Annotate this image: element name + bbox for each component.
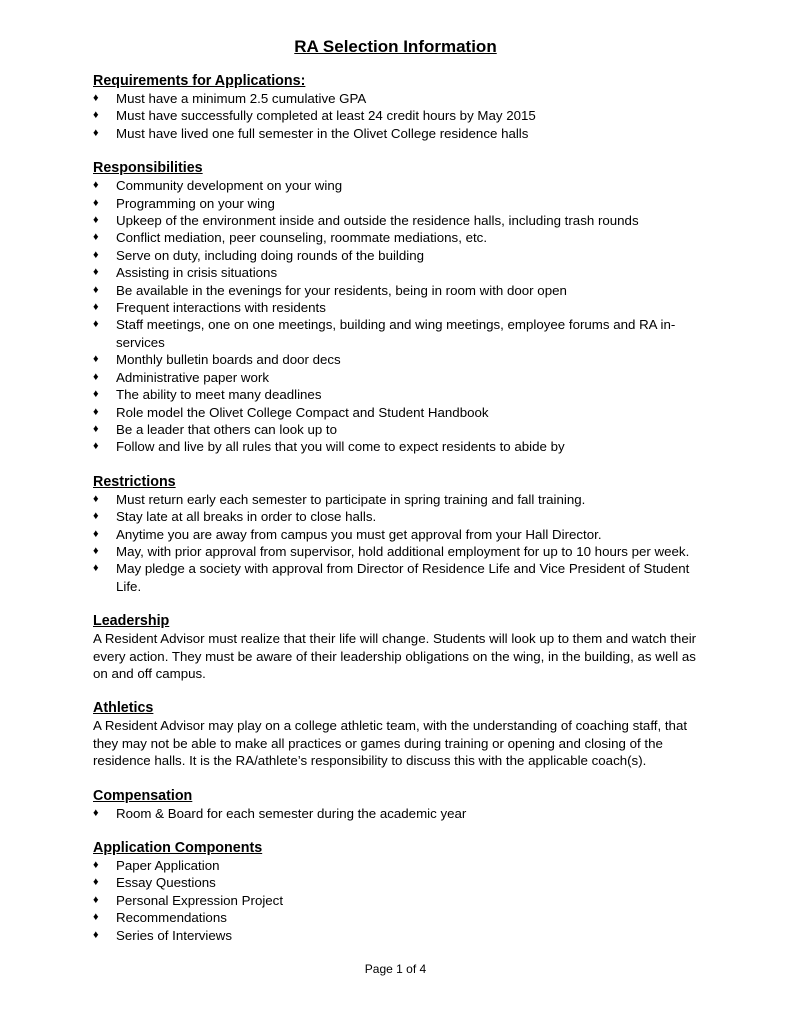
diamond-bullet-icon: ♦	[93, 126, 99, 139]
diamond-bullet-icon: ♦	[93, 109, 99, 122]
list-item	[93, 107, 713, 124]
list-item	[93, 857, 713, 874]
section-heading: Requirements for Applications:	[93, 73, 306, 89]
list-item-text: Stay late at all breaks in order to close halls.	[116, 509, 377, 525]
section-heading: Athletics	[93, 700, 154, 717]
bullet-list	[93, 90, 713, 142]
section	[93, 473, 713, 595]
bullet-list	[93, 805, 713, 822]
diamond-bullet-icon: ♦	[93, 179, 99, 192]
list-item-text: Series of Interviews	[116, 927, 233, 943]
diamond-bullet-icon: ♦	[93, 405, 99, 418]
list-item	[93, 560, 713, 595]
diamond-bullet-icon: ♦	[93, 248, 99, 261]
diamond-bullet-icon: ♦	[93, 911, 99, 924]
list-item-text: Personal Expression Project	[116, 892, 284, 908]
diamond-bullet-icon: ♦	[93, 318, 99, 331]
list-item	[93, 909, 713, 926]
diamond-bullet-icon: ♦	[93, 928, 99, 941]
list-item-text: Essay Questions	[116, 875, 216, 891]
list-item-text: Paper Application	[116, 858, 220, 873]
list-item-text: Upkeep of the environment inside and outside the residence halls, including trash rounds	[116, 213, 639, 229]
section-paragraph: A Resident Advisor may play on a college athletic team, with the understanding of coaching staff, that they may not be able to make all practices or games during training or opening and closing of the residence halls. It is the RA/athlete’s responsibility to discuss this with the applicable coach(s).	[93, 718, 688, 769]
list-item	[93, 543, 713, 560]
diamond-bullet-icon: ♦	[93, 196, 99, 209]
section-heading: Restrictions	[93, 473, 176, 490]
list-item	[93, 386, 713, 403]
list-item-text: Programming on your wing	[116, 195, 275, 211]
section-heading: Application Components	[93, 840, 263, 856]
list-item	[93, 212, 713, 229]
diamond-bullet-icon: ♦	[93, 859, 99, 871]
list-item	[93, 438, 713, 455]
diamond-bullet-icon: ♦	[93, 422, 99, 435]
list-item	[93, 927, 713, 944]
list-item-text: Community development on your wing	[116, 178, 343, 194]
list-item	[93, 299, 713, 316]
section	[93, 787, 713, 822]
section	[93, 612, 713, 682]
diamond-bullet-icon: ♦	[93, 266, 99, 279]
section-paragraph: A Resident Advisor must realize that their life will change. Students will look up to them and watch their every action. They must be aware of their leadership obligations on the wing, in the building, as well as on and off campus.	[93, 631, 697, 681]
diamond-bullet-icon: ♦	[93, 492, 99, 505]
document-body	[93, 72, 713, 961]
diamond-bullet-icon: ♦	[93, 893, 99, 906]
diamond-bullet-icon: ♦	[93, 214, 99, 227]
page-title: RA Selection Information	[294, 37, 497, 56]
list-item-text: Must return early each semester to participate in spring training and fall training.	[116, 491, 586, 507]
list-item-text: Be a leader that others can look up to	[116, 421, 338, 437]
diamond-bullet-icon: ♦	[93, 806, 99, 819]
list-item-text: Role model the Olivet College Compact and Student Handbook	[116, 404, 489, 420]
list-item-text: Administrative paper work	[116, 369, 269, 385]
list-item	[93, 508, 713, 525]
list-item	[93, 264, 713, 281]
list-item	[93, 892, 713, 909]
diamond-bullet-icon: ♦	[93, 510, 99, 523]
list-item-text: Must have successfully completed at least 24 credit hours by May 2015	[116, 108, 536, 124]
section	[93, 839, 713, 944]
list-item	[93, 805, 713, 822]
diamond-bullet-icon: ♦	[93, 527, 99, 540]
section	[93, 699, 713, 769]
diamond-bullet-icon: ♦	[93, 388, 99, 401]
list-item	[93, 247, 713, 264]
list-item-text: Frequent interactions with residents	[116, 300, 326, 316]
list-item	[93, 351, 713, 368]
list-item-text: Assisting in crisis situations	[116, 265, 278, 281]
section-heading: Compensation	[93, 787, 193, 804]
section	[93, 159, 713, 456]
list-item-text: Anytime you are away from campus you must get approval from your Hall Director.	[116, 526, 602, 542]
diamond-bullet-icon: ♦	[93, 353, 99, 366]
list-item	[93, 125, 713, 142]
list-item-text: Monthly bulletin boards and door decs	[116, 352, 341, 368]
list-item	[93, 229, 713, 246]
list-item-text: Staff meetings, one on one meetings, building and wing meetings, employee forums and RA in-services	[116, 317, 676, 350]
list-item	[93, 491, 713, 508]
bullet-list	[93, 491, 713, 595]
list-item-text: Recommendations	[116, 910, 227, 926]
list-item-text: The ability to meet many deadlines	[116, 387, 322, 403]
diamond-bullet-icon: ♦	[93, 283, 99, 296]
list-item-text: Must have lived one full semester in the Olivet College residence halls	[116, 125, 529, 141]
section-heading: Responsibilities	[93, 160, 203, 177]
diamond-bullet-icon: ♦	[93, 231, 99, 244]
section-heading: Leadership	[93, 613, 170, 630]
list-item-text: May, with prior approval from supervisor, hold additional employment for up to 10 hours per week.	[116, 543, 690, 559]
list-item-text: Be available in the evenings for your residents, being in room with door open	[116, 282, 567, 298]
bullet-list	[93, 177, 713, 456]
list-item-text: May pledge a society with approval from Director of Residence Life and Vice President of Student Life.	[116, 561, 690, 594]
list-item-text: Must have a minimum 2.5 cumulative GPA	[116, 91, 367, 106]
diamond-bullet-icon: ♦	[93, 562, 99, 575]
page-footer: Page 1 of 4	[364, 962, 427, 976]
bullet-list	[93, 857, 713, 944]
list-item	[93, 90, 713, 107]
list-item	[93, 316, 713, 351]
list-item	[93, 404, 713, 421]
diamond-bullet-icon: ♦	[93, 440, 99, 453]
list-item	[93, 421, 713, 438]
list-item	[93, 526, 713, 543]
list-item-text: Room & Board for each semester during the academic year	[116, 805, 467, 821]
list-item	[93, 369, 713, 386]
diamond-bullet-icon: ♦	[93, 544, 99, 557]
list-item	[93, 874, 713, 891]
diamond-bullet-icon: ♦	[93, 301, 99, 314]
list-item	[93, 282, 713, 299]
list-item	[93, 195, 713, 212]
list-item-text: Conflict mediation, peer counseling, roommate mediations, etc.	[116, 230, 488, 246]
list-item-text: Serve on duty, including doing rounds of the building	[116, 247, 425, 263]
section	[93, 72, 713, 142]
list-item	[93, 177, 713, 194]
diamond-bullet-icon: ♦	[93, 876, 99, 889]
diamond-bullet-icon: ♦	[93, 370, 99, 383]
list-item-text: Follow and live by all rules that you will come to expect residents to abide by	[116, 439, 565, 455]
diamond-bullet-icon: ♦	[93, 92, 99, 104]
